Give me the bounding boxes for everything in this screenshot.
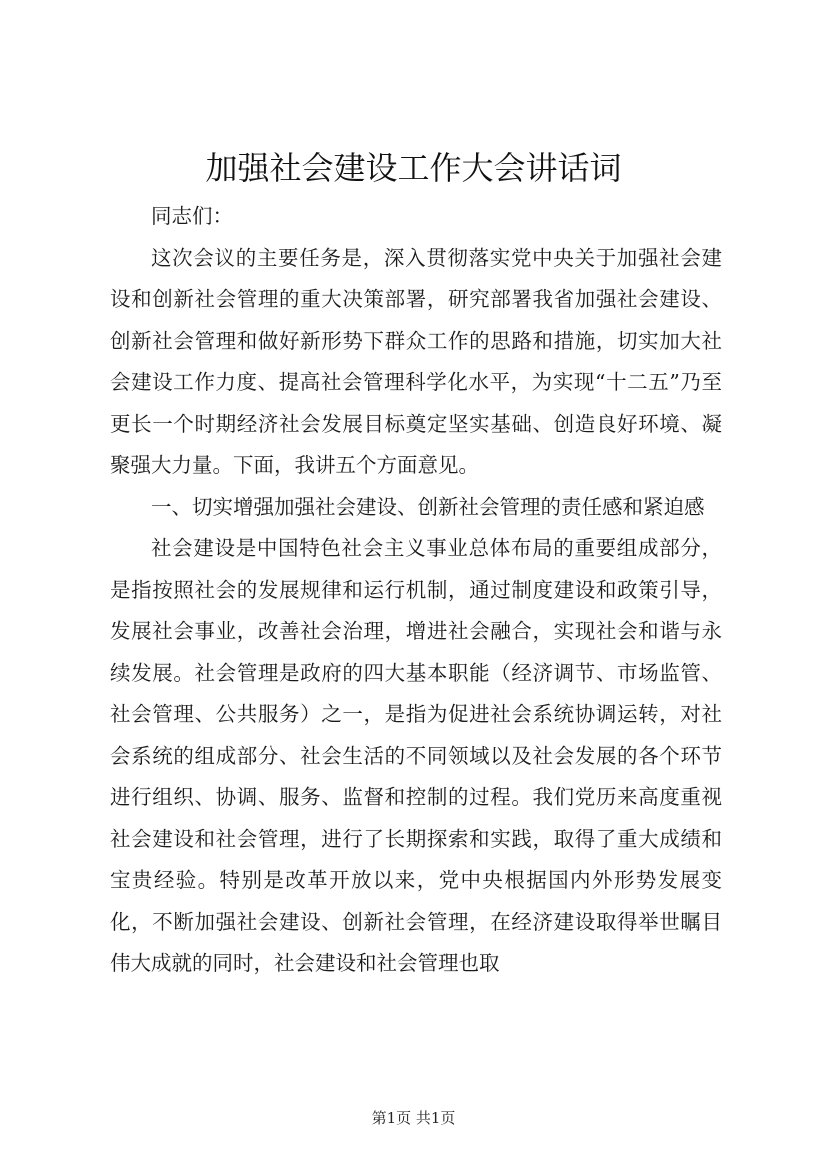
document-body (110, 196, 722, 985)
document-title: 加强社会建设工作大会讲话词 (205, 149, 622, 187)
paragraph-intro: 这次会议的主要任务是，深入贯彻落实党中央关于加强社会建设和创新社会管理的重大决策部署，研究部署我省加强社会建设、创新社会管理和做好新形势下群众工作的思路和措施，切实加大社会建设工作力度、提高社会管理科学化水平，为实现“十二五”乃至更长一个时期经济社会发展目标奠定坚实基础、创造良好环境、凝聚强大力量。下面，我讲五个方面意见。 (110, 245, 722, 477)
page-footer: 第1页 共1页 (371, 1109, 456, 1127)
paragraph-section-1: 社会建设是中国特色社会主义事业总体布局的重要组成部分，是指按照社会的发展规律和运行机制，通过制度建设和政策引导，发展社会事业，改善社会治理，增进社会融合，实现社会和谐与永续发展。社会管理是政府的四大基本职能（经济调节、市场监管、社会管理、公共服务）之一，是指为促进社会系统协调运转，对社会系统的组成部分、社会生活的不同领域以及社会发展的各个环节进行组织、协调、服务、监督和控制的过程。我们党历来高度重视社会建设和社会管理，进行了长期探索和实践，取得了重大成绩和宝贵经验。特别是改革开放以来，党中央根据国内外形势发展变化，不断加强社会建设、创新社会管理，在经济建设取得举世瞩目伟大成就的同时，社会建设和社会管理也取 (110, 536, 722, 975)
section-heading-1: 一、切实增强加强社会建设、创新社会管理的责任感和紧迫感 (151, 494, 705, 519)
salutation: 同志们： (151, 204, 233, 228)
